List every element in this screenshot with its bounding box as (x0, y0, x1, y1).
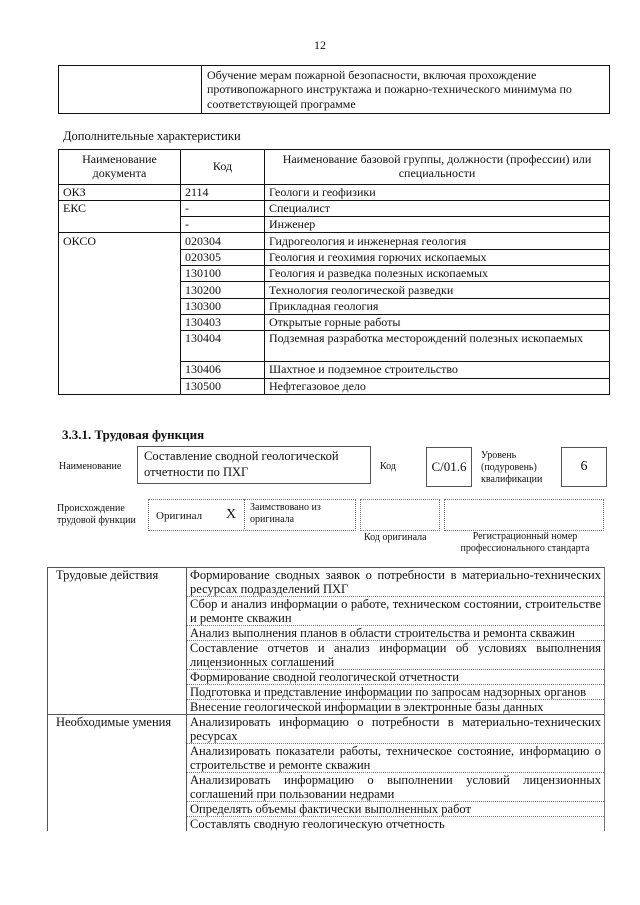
top-table (58, 65, 610, 114)
table-cell-doc (59, 314, 181, 330)
top-table-text: Обучение мерам пожарной безопасности, включая прохождение противопожарного инструктажа и пожарно-технического минимума по соответствующей программе (202, 66, 610, 114)
table-cell-name: Технология геологической разведки (265, 282, 610, 298)
table-cell-code: 2114 (181, 184, 265, 200)
table-cell-doc: ОКСО (59, 233, 181, 249)
borrowed-label: Заимствовано из оригинала (250, 502, 321, 525)
table-cell-doc (59, 362, 181, 378)
original-mark: X (226, 507, 237, 522)
origin-divider (244, 499, 245, 529)
table-cell-code: 130500 (181, 378, 265, 394)
table-cell-code: 130100 (181, 266, 265, 282)
section-title: 3.3.1. Трудовая функция (62, 427, 205, 442)
table-cell-doc (59, 249, 181, 265)
table-cell-doc (59, 378, 181, 394)
function-name-box: Составление сводной геологической отчетности по ПХГ (137, 446, 371, 484)
column-header: Наименование базовой группы, должности (профессии) или специальности (265, 150, 610, 185)
table-cell-code: 130403 (181, 314, 265, 330)
table-cell-code: 020304 (181, 233, 265, 249)
column-header: Наименование документа (59, 150, 181, 185)
table-row (59, 233, 610, 249)
labor-actions-item: Подготовка и представление информации по запросам надзорных органов (187, 685, 605, 700)
labor-actions-item: Внесение геологической информации в электронные базы данных (187, 700, 605, 715)
table-cell-code: 130404 (181, 331, 265, 362)
table-cell-name: Специалист (265, 200, 610, 216)
table-cell-code: 130406 (181, 362, 265, 378)
table-cell-name: Гидрогеология и инженерная геология (265, 233, 610, 249)
origin-label: Происхождение трудовой функции (57, 503, 136, 526)
table-cell-name: Геология и разведка полезных ископаемых (265, 266, 610, 282)
labor-actions-item: Сбор и анализ информации о работе, техническом состоянии, строительстве и ремонте скважин (187, 597, 605, 626)
table-cell-name: Открытые горные работы (265, 314, 610, 330)
skills-item: Определять объемы фактически выполненных работ (187, 802, 605, 817)
table-cell-name: Нефтегазовое дело (265, 378, 610, 394)
labor-actions-item: Анализ выполнения планов в области строительства и ремонта скважин (187, 626, 605, 641)
table-row (59, 331, 610, 362)
functions-table (47, 567, 605, 831)
table-cell-code: - (181, 217, 265, 233)
skills-label: Необходимые умения (48, 715, 187, 832)
additional-characteristics-heading: Дополнительные характеристики (63, 129, 241, 143)
table-row (59, 282, 610, 298)
table-cell-name: Шахтное и подземное строительство (265, 362, 610, 378)
reg-number-label: Регистрационный номер профессионального стандарта (460, 531, 590, 554)
table-cell-code: 130200 (181, 282, 265, 298)
table-row (59, 362, 610, 378)
characteristics-table (58, 149, 610, 395)
skills-item: Анализировать информацию о выполнении условий лицензионных соглашений при пользовании недрами (187, 773, 605, 802)
table-cell-doc (59, 282, 181, 298)
table-cell-name: Прикладная геология (265, 298, 610, 314)
table-cell-doc (59, 331, 181, 362)
function-code-box: С/01.6 (426, 447, 472, 487)
table-row (59, 217, 610, 233)
table-row (59, 314, 610, 330)
table-cell-code: 020305 (181, 249, 265, 265)
column-header: Код (181, 150, 265, 185)
skills-item: Анализировать показатели работы, техническое состояние, информацию о строительстве и ремонте скважин (187, 744, 605, 773)
list-item (48, 715, 605, 744)
table-cell-name: Геология и геохимия горючих ископаемых (265, 249, 610, 265)
original-label: Оригинал (156, 510, 203, 522)
table-row (59, 200, 610, 216)
table-cell-doc: ЕКС (59, 200, 181, 216)
table-cell-doc: ОКЗ (59, 184, 181, 200)
skills-item: Анализировать информацию о потребности в материально-технических ресурсах (187, 715, 605, 744)
list-item (48, 568, 605, 597)
table-row (59, 266, 610, 282)
labor-actions-item: Формирование сводных заявок о потребности в материально-технических ресурсах подразделений ПХГ (187, 568, 605, 597)
name-label: Наименование (59, 461, 122, 472)
top-table-empty-cell (59, 66, 202, 114)
labor-actions-item: Формирование сводной геологической отчетности (187, 670, 605, 685)
table-cell-name: Геологи и геофизики (265, 184, 610, 200)
table-row (59, 298, 610, 314)
page-number: 12 (314, 38, 326, 52)
table-row (59, 249, 610, 265)
code-label: Код (380, 461, 396, 472)
code-original-label: Код оригинала (364, 532, 427, 543)
skills-item: Составлять сводную геологическую отчетность (187, 817, 605, 832)
qualification-level-box: 6 (561, 447, 607, 487)
table-row (59, 184, 610, 200)
labor-actions-item: Составление отчетов и анализ информации об условиях выполнения лицензионных соглашений (187, 641, 605, 670)
table-cell-name: Подземная разработка месторождений полезных ископаемых (265, 331, 610, 362)
table-cell-code: 130300 (181, 298, 265, 314)
code-original-box (360, 499, 440, 531)
table-cell-doc (59, 298, 181, 314)
table-row (59, 378, 610, 394)
reg-number-box (444, 499, 604, 531)
labor-actions-label: Трудовые действия (48, 568, 187, 715)
level-label: Уровень (подуровень) квалификации (481, 450, 543, 485)
table-cell-doc (59, 217, 181, 233)
table-cell-name: Инженер (265, 217, 610, 233)
table-cell-doc (59, 266, 181, 282)
table-cell-code: - (181, 200, 265, 216)
